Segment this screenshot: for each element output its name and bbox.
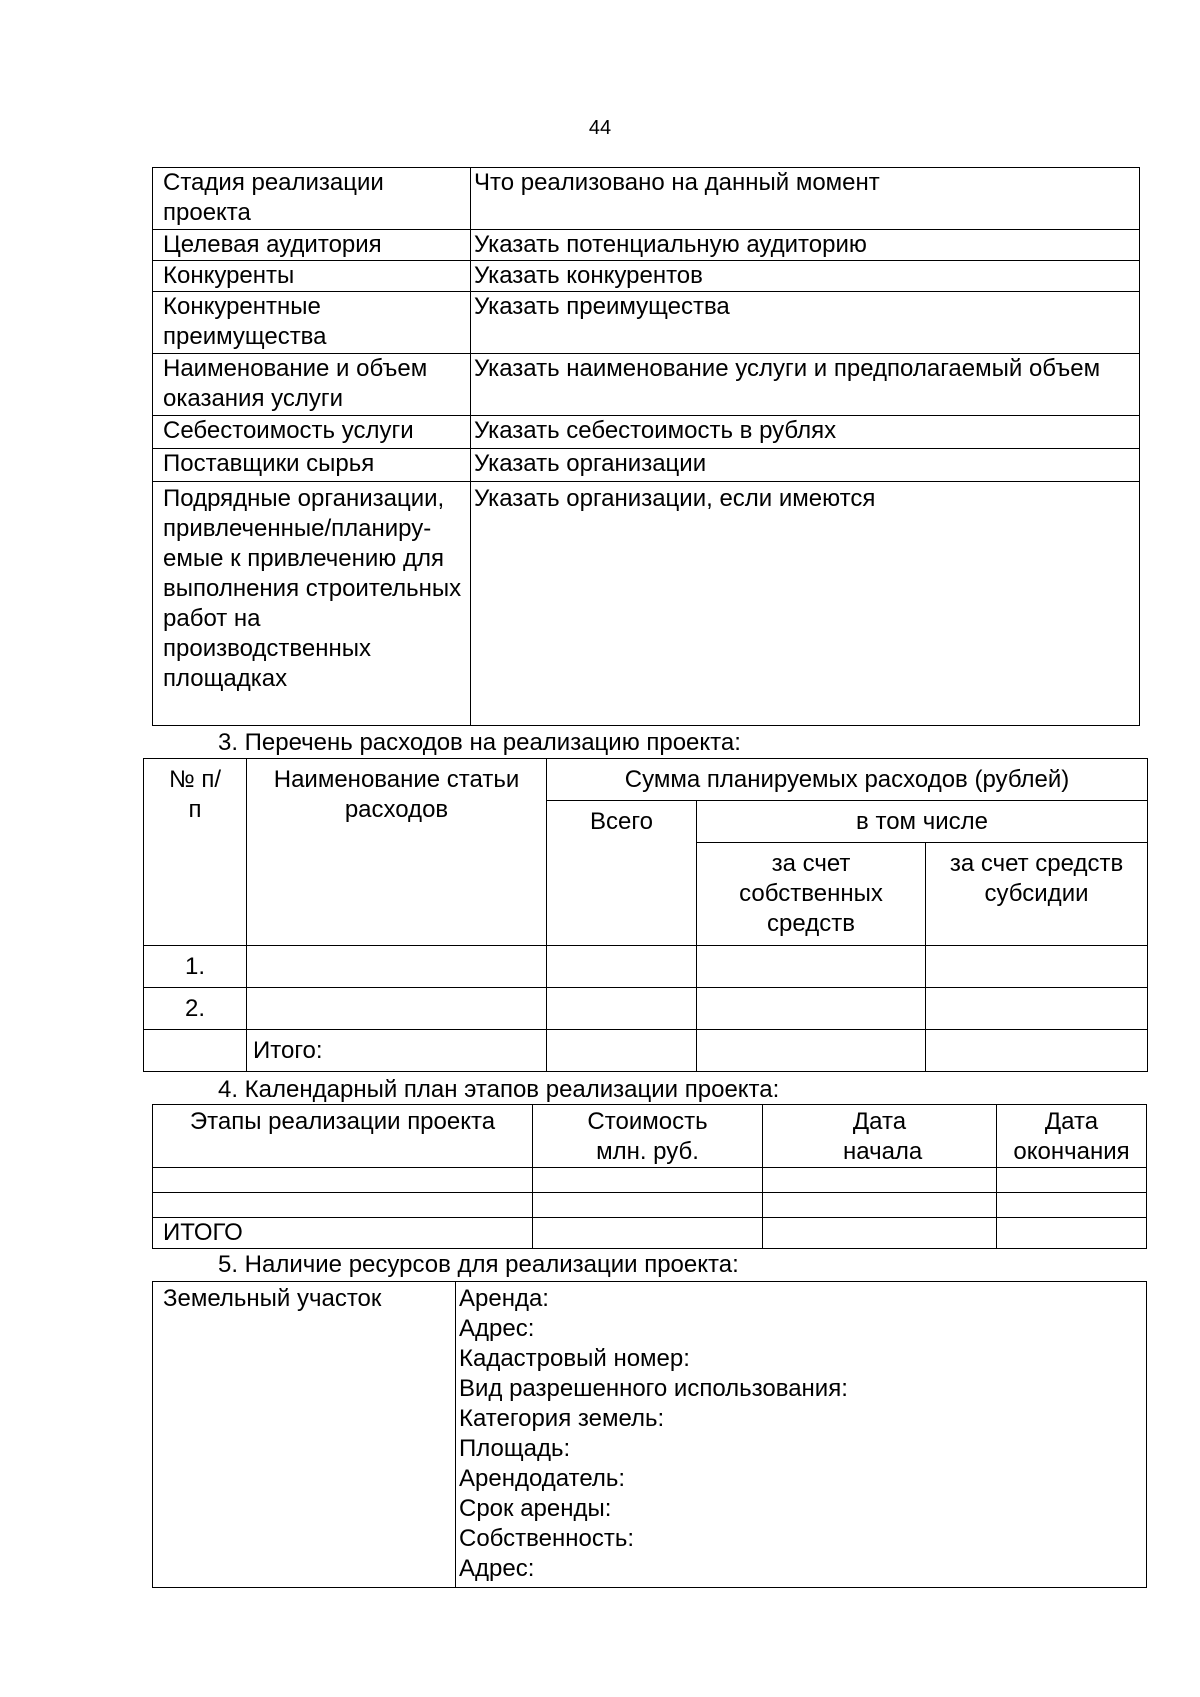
cell [153,1168,533,1193]
page-number: 44 [588,117,612,139]
col-sum-header: Сумма планируемых расходов (рублей) [547,759,1148,801]
field-ownership: Собственность: [459,1525,634,1552]
col-name-header: Наименование статьи расходов [247,759,547,946]
info-value: Указать преимущества [471,292,1140,354]
table-row [153,354,1140,416]
project-info-table [152,167,1140,726]
cell [547,988,697,1030]
table-row [153,168,1140,230]
resources-table [152,1281,1147,1588]
row-name [247,988,547,1030]
cell [153,1193,533,1218]
cell [533,1218,763,1249]
cell [697,946,926,988]
cell [926,946,1148,988]
cell [547,1030,697,1072]
col-num-header: № п/п [144,759,247,946]
col-end-header: Дата окончания [997,1105,1147,1168]
field-permitted-use: Вид разрешенного использования: [459,1375,848,1402]
info-value: Указать потенциальную аудиторию [471,230,1140,261]
info-label: Наименование и объем оказания услуги [153,354,471,416]
info-label: Целевая аудитория [153,230,471,261]
cell [697,988,926,1030]
cell [697,1030,926,1072]
row-num: 1. [144,946,247,988]
section5-caption: 5. Наличие ресурсов для реализации проекта: [218,1251,739,1278]
row-name [247,946,547,988]
table-row [153,230,1140,261]
info-value: Указать себестоимость в рублях [471,416,1140,449]
info-label: Себестоимость услуги [153,416,471,449]
cell [533,1193,763,1218]
row-num: 2. [144,988,247,1030]
info-label: Конкурентные преимущества [153,292,471,354]
cell [997,1168,1147,1193]
row-name: Итого: [247,1030,547,1072]
cell [997,1218,1147,1249]
table-row [144,946,1148,988]
table-row [153,1218,1147,1249]
resource-label: Земельный участок [153,1282,456,1588]
total-label: ИТОГО [153,1218,533,1249]
info-value: Указать конкурентов [471,261,1140,292]
field-address-2: Адрес: [459,1555,535,1582]
info-value: Указать наименование услуги и предполагаемый объем [471,354,1140,416]
section4-caption: 4. Календарный план этапов реализации проекта: [218,1076,780,1103]
table-row [153,292,1140,354]
field-lease: Аренда: [459,1285,549,1312]
col-start-header: Дата начала [763,1105,997,1168]
field-address: Адрес: [459,1315,535,1342]
cell [533,1168,763,1193]
col-including-header: в том числе [697,801,1148,843]
row-num [144,1030,247,1072]
cell [763,1218,997,1249]
cell [763,1193,997,1218]
col-own-header: за счет собственных средств [697,843,926,946]
table-row [153,1193,1147,1218]
col-stages-header: Этапы реализации проекта [153,1105,533,1168]
table-row [153,1168,1147,1193]
info-label: Конкуренты [153,261,471,292]
calendar-plan-table [152,1104,1147,1249]
field-land-category: Категория земель: [459,1405,665,1432]
info-value: Что реализовано на данный момент [471,168,1140,230]
table-row [144,1030,1148,1072]
table-row [153,261,1140,292]
col-subsidy-header: за счет средств субсидии [926,843,1148,946]
cell [763,1168,997,1193]
info-label: Стадия реализации проекта [153,168,471,230]
cell [926,1030,1148,1072]
table-row [144,988,1148,1030]
info-value: Указать организации, если имеются [471,482,1140,726]
info-label: Поставщики сырья [153,449,471,482]
field-lessor: Арендодатель: [459,1465,626,1492]
table-row [153,416,1140,449]
field-cadastral-number: Кадастровый номер: [459,1345,690,1372]
info-label: Подрядные организации, привлеченные/планиру-емые к привлечению для выполнения строительных работ на производственных площадках [153,482,471,726]
cell [926,988,1148,1030]
col-cost-header: Стоимость млн. руб. [533,1105,763,1168]
field-area: Площадь: [459,1435,571,1462]
expenses-table [143,758,1148,1072]
col-total-header: Всего [547,801,697,946]
table-row [153,449,1140,482]
cell [547,946,697,988]
section3-caption: 3. Перечень расходов на реализацию проекта: [218,729,741,756]
table-row [153,482,1140,726]
resource-fields [456,1282,1147,1588]
field-lease-term: Срок аренды: [459,1495,612,1522]
info-value: Указать организации [471,449,1140,482]
cell [997,1193,1147,1218]
